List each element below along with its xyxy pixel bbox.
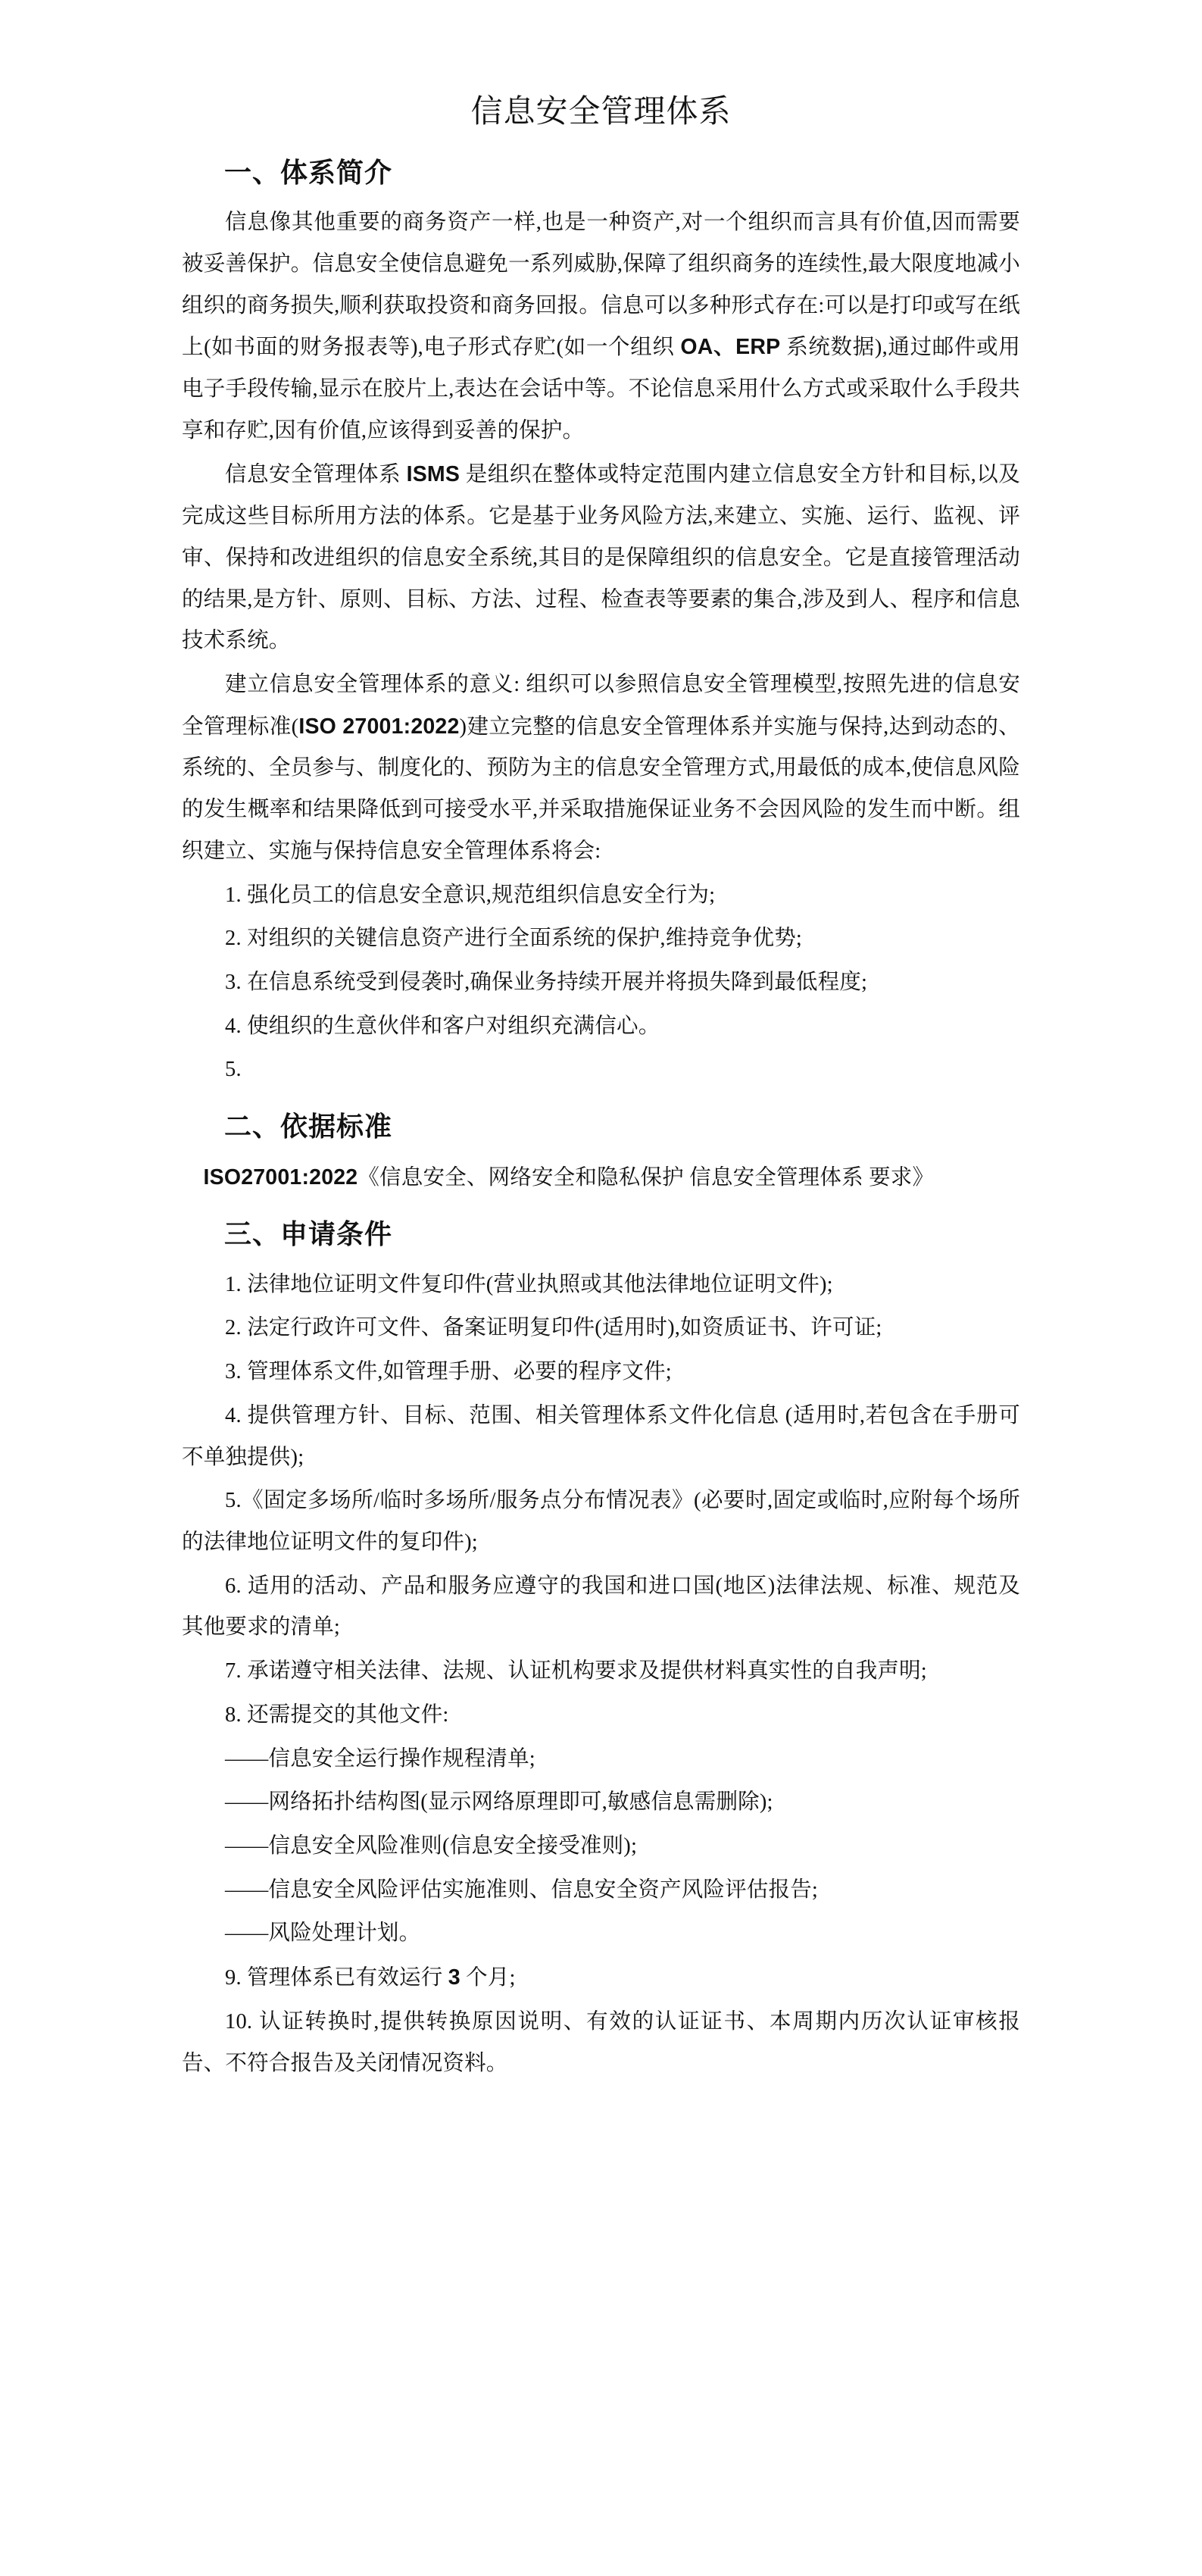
requirement-sub-item: ——风险处理计划。	[225, 1921, 421, 1946]
paragraph-intro-3: 建立信息安全管理体系的意义: 组织可以参照信息安全管理模型,按照先进的信息安全管理标准(ISO 27001:2022)建立完整的信息安全管理体系并实施与保持,达到动态的、系统的、全员参与、制度化的、预防为主的信息安全管理方式,用最低的成本,使信息风险的发生概率和结果降低到可接受水平,并采取措施保证业务不会因风险的发生而中断。组织建立、实施与保持信息安全管理体系将会:	[182, 672, 1020, 863]
benefit-list-item: 1. 强化员工的信息安全意识,规范组织信息安全行为;	[225, 883, 716, 907]
requirement-list-item: 4. 提供管理方针、目标、范围、相关管理体系文件化信息 (适用时,若包含在手册可不单独提供);	[182, 1403, 1020, 1469]
section-heading-2: 二、依据标准	[224, 1111, 393, 1143]
requirement-list-item: 10. 认证转换时,提供转换原因说明、有效的认证证书、本周期内历次认证审核报告、不符合报告及关闭情况资料。	[182, 2009, 1020, 2075]
benefit-list-item: 2. 对组织的关键信息资产进行全面系统的保护,维持竞争优势;	[225, 927, 803, 951]
benefit-list-item: 4. 使组织的生意伙伴和客户对组织充满信心。	[225, 1014, 660, 1038]
requirement-list-item: 8. 还需提交的其他文件:	[225, 1702, 449, 1727]
requirement-list-item: 6. 适用的活动、产品和服务应遵守的我国和进口国(地区)法律法规、标准、规范及其他要求的清单;	[182, 1574, 1020, 1640]
requirement-list-item: 1. 法律地位证明文件复印件(营业执照或其他法律地位证明文件);	[225, 1272, 833, 1296]
requirement-list-item: 2. 法定行政许可文件、备案证明复印件(适用时),如资质证书、许可证;	[225, 1316, 882, 1340]
section-heading-3: 三、申请条件	[224, 1219, 393, 1250]
requirement-list-item: 5.《固定多场所/临时多场所/服务点分布情况表》(必要时,固定或临时,应附每个场所的法律地位证明文件的复印件);	[182, 1489, 1020, 1554]
requirement-list-item: 3. 管理体系文件,如管理手册、必要的程序文件;	[225, 1360, 672, 1384]
standard-reference: ISO27001:2022《信息安全、网络安全和隐私保护 信息安全管理体系 要求》	[203, 1165, 935, 1190]
requirement-sub-item: ——网络拓扑结构图(显示网络原理即可,敏感信息需删除);	[225, 1790, 773, 1815]
section-heading-1: 一、体系简介	[224, 157, 393, 188]
requirement-sub-item: ——信息安全风险评估实施准则、信息安全资产风险评估报告;	[225, 1877, 819, 1902]
page-title: 信息安全管理体系	[470, 95, 732, 130]
benefit-list-item: 3. 在信息系统受到侵袭时,确保业务持续开展并将损失降到最低程度;	[225, 971, 868, 995]
requirement-list-item: 7. 承诺遵守相关法律、法规、认证机构要求及提供材料真实性的自我声明;	[225, 1659, 927, 1683]
requirement-list-item: 9. 管理体系已有效运行 3 个月;	[225, 1965, 516, 1990]
requirement-sub-item: ——信息安全风险准则(信息安全接受准则);	[225, 1834, 638, 1859]
benefit-list-item: 5.	[225, 1058, 242, 1082]
requirement-sub-item: ——信息安全运行操作规程清单;	[225, 1746, 535, 1771]
paragraph-intro-1: 信息像其他重要的商务资产一样,也是一种资产,对一个组织而言具有价值,因而需要被妥善保护。信息安全使信息避免一系列威胁,保障了组织商务的连续性,最大限度地减小组织的商务损失,顺利获取投资和商务回报。信息可以多种形式存在:可以是打印或写在纸上(如书面的财务报表等),电子形式存贮(如一个组织 OA、ERP 系统数据),通过邮件或用电子手段传输,显示在胶片上,表达在会话中等。不论信息采用什么方式或采取什么手段共享和存贮,因有价值,应该得到妥善的保护。	[182, 211, 1020, 442]
paragraph-intro-2: 信息安全管理体系 ISMS 是组织在整体或特定范围内建立信息安全方针和目标,以及完成这些目标所用方法的体系。它是基于业务风险方法,来建立、实施、运行、监视、评审、保持和改进组织的信息安全系统,其目的是保障组织的信息安全。它是直接管理活动的结果,是方针、原则、目标、方法、过程、检查表等要素的集合,涉及到人、程序和信息技术系统。	[182, 462, 1020, 653]
